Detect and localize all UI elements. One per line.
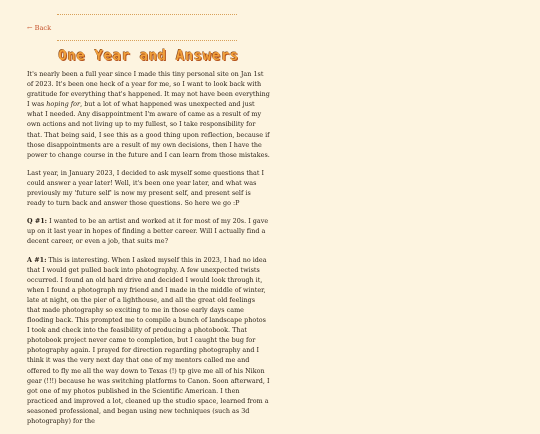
question-1-label: Q #1: bbox=[27, 217, 48, 226]
answer-1-text: This is interesting. When I asked myself this in 2023, I had no idea that I would get pulled back into photography. A few unexpected twists occurred. I found an old hard drive and decided I would look through it, when I found a photograph my friend and I made in the middle of winter, late at night, on the pier of a lighthouse, and all the great old feelings that made photography so exciting to me in those early days came flooding back. This prompted me to compile a bunch of landscape photos I took and check into the feasibility of producing a photobook. That photobook project never came to completion, but I caught the bug for photography again. I prayed for direction regarding photography and I think it was the very next day that one of my mentors called me and offered to fly me all the way down to Texas (!) tp give me all of his Nikon gear (!!!) because he was switching platforms to Canon. Soon afterward, I got one of my photos published in the Scientific American. I then practiced and improved a lot, cleaned up the studio space, learned from a seasoned professional, and began using new techniques (such as 3d photography) for the bbox=[27, 255, 270, 425]
post-body bbox=[27, 69, 270, 426]
intro-paragraph-2: Last year, in January 2023, I decided to ask myself some questions that I could answer a year later! Well, it's been one year later, and what was previously my 'future self' is now my present self, and present self is ready to turn back and answer those questions. So here we go :P bbox=[27, 168, 265, 208]
intro-emphasis: hoping for bbox=[46, 100, 81, 109]
answer-1 bbox=[27, 255, 270, 427]
page-title: One Year and Answers bbox=[58, 48, 239, 64]
answer-1-label: A #1: bbox=[27, 255, 47, 264]
question-1-text: I wanted to be an artist and worked at it for most of my 20s. I gave up on it last year in hopes of finding a better career. Will I actually find a decent career, or even a job, that suits me? bbox=[27, 217, 269, 246]
intro-paragraph-1 bbox=[27, 69, 270, 160]
intro-text-before: It's nearly been a full year since I made this tiny personal site on Jan 1st of 2023. It's been one heck of a year for me, so I want to look back with gratitude for everything that's happened. It may not have been everything I was bbox=[27, 70, 270, 109]
intro-text-after: , but a lot of what happened was unexpected and just what I needed. Any disappointment I'm aware of came as a result of my own actions and not living up to my fullest, so I take responsibility for that. That being said, I see this as a good thing upon reflection, because if those disappointments are a result of my own decisions, then I have the power to change course in the future and I can learn from those mistakes. bbox=[27, 100, 270, 159]
top-divider bbox=[57, 14, 237, 15]
question-1 bbox=[27, 216, 270, 246]
page-content bbox=[27, 0, 270, 434]
back-link[interactable]: ← Back bbox=[27, 24, 52, 32]
title-divider bbox=[57, 40, 237, 41]
